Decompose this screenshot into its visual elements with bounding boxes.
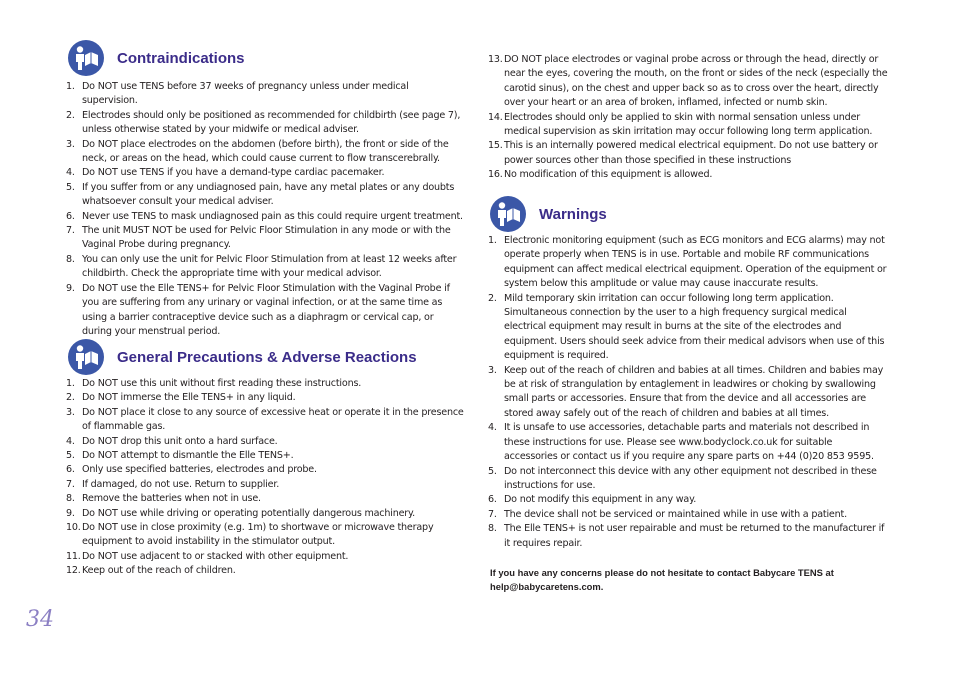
item-text: Do not interconnect this device with any other equipment not described in these instructions for use. [504,465,877,491]
item-text: The device shall not be serviced or maintained while in use with a patient. [504,508,847,520]
item-number: 5. [66,181,75,193]
item-number: 8. [66,253,75,265]
item-text: DO NOT place electrodes or vaginal probe across or through the head, directly or near the eyes, covering the mouth, on the front or sides of the neck (especially the carotid sinus), on the chest and upper back so as to cross over the heart, directly over your heart or an area of broken, inflamed, infected or numb skin. [504,54,888,109]
list-item [66,80,466,109]
item-number: 1. [66,378,75,389]
item-number: 7. [488,508,497,520]
list-item [66,282,466,340]
item-number: 9. [66,507,75,519]
item-text: Do NOT place it close to any source of excessive heat or operate it in the presence of flammable gas. [82,406,464,433]
list-item [66,492,466,506]
consult-instructions-icon [68,40,104,76]
item-text: You can only use the unit for Pelvic Floor Stimulation from at least 12 weeks after childbirth. Check the appropriate time with your medical advisor. [82,253,457,280]
item-number: 12. [66,565,81,577]
list-item [66,138,466,167]
list-item [488,111,888,140]
contact-note: If you have any concerns please do not hesitate to contact Babycare TENS at help@babycaretens.com. [490,567,834,593]
item-number: 4. [488,422,497,434]
item-text: Keep out of the reach of children and babies at all times. Children and babies may be at risk of strangulation by entaglement in leadwires or choking by swallowing small parts or accessories. Ensure that from the device and all accessories are stored away safely out of the reach of children and babies at all times. [504,364,884,419]
item-text: Never use TENS to mask undiagnosed pain as this could require urgent treatment. [82,210,463,222]
list-item [66,109,466,138]
item-text: Do NOT use while driving or operating potentially dangerous machinery. [82,507,416,519]
list-item [488,292,888,364]
list-item [66,449,466,463]
item-text: Electrodes should only be applied to skin with normal sensation unless under medical supervision as skin irritation may occur following long term application. [504,111,873,138]
item-number: 8. [66,493,75,505]
precautions-continued-list [488,53,888,183]
item-number: 7. [66,225,75,237]
item-text: This is an internally powered medical electrical equipment. Do not use battery or power sources other than those specified in these instructions [504,140,878,166]
item-text: Electrodes should only be positioned as recommended for childbirth (see page 7), unless otherwise stated by your midwife or medical adviser. [82,109,461,136]
list-item [488,364,888,422]
item-text: Do NOT use adjacent to or stacked with other equipment. [82,550,349,562]
item-number: 15. [488,140,503,152]
item-number: 8. [488,523,497,535]
list-item [66,166,466,180]
item-number: 3. [66,406,75,418]
precautions-header [68,339,417,375]
list-item [488,508,888,522]
item-text: Do NOT place electrodes on the abdomen (before birth), the front or side of the neck, or areas on the head, which could cause current to flow transcerebrally. [82,138,449,165]
list-item [66,391,466,405]
item-number: 3. [488,364,497,376]
item-text: Do NOT immerse the Elle TENS+ in any liquid. [82,392,296,404]
list-item [66,564,466,578]
item-number: 5. [488,465,497,477]
item-text: Mild temporary skin irritation can occur following long term application. Simultaneous connection by the user to a high frequency surgical medical electrical equipment may result in burns at the site of the electrodes and equipment. Users should seek advice from their medical advisors when use of this equipment is required. [504,292,885,362]
list-item [66,224,466,253]
list-item [66,507,466,521]
item-number: 4. [66,435,75,447]
list-item [488,522,888,551]
item-text: Do NOT use TENS before 37 weeks of pregnancy unless under medical supervision. [82,81,409,107]
item-number: 16. [488,169,503,181]
item-number: 2. [66,392,75,404]
list-item [488,139,888,168]
item-number: 9. [66,282,75,294]
item-text: If you suffer from or any undiagnosed pain, have any metal plates or any doubts whatsoever consult your medical adviser. [82,181,455,208]
item-text: Do not modify this equipment in any way. [504,494,697,506]
precautions-title: General Precautions & Adverse Reactions [117,348,417,366]
list-item [488,234,888,292]
item-text: Do NOT use the Elle TENS+ for Pelvic Floor Stimulation with the Vaginal Probe if you are suffering from any urinary or vaginal infection, or at the same time as using a barrier contraceptive device such as a diaphragm or cervical cap, or during your menstrual period. [82,282,450,337]
list-item [66,181,466,210]
item-number: 2. [488,292,497,304]
item-text: If damaged, do not use. Return to supplier. [82,478,280,490]
item-number: 11. [66,550,81,562]
list-item [488,465,888,494]
item-number: 5. [66,450,75,462]
list-item [488,53,888,111]
item-text: The Elle TENS+ is not user repairable and must be returned to the manufacturer if it requires repair. [504,523,885,549]
list-item [66,521,466,550]
warnings-title: Warnings [539,205,607,223]
item-text: Do NOT attempt to dismantle the Elle TENS+. [82,450,294,462]
item-text: Only use specified batteries, electrodes and probe. [82,464,317,476]
contraindications-header [68,40,245,76]
item-text: Electronic monitoring equipment (such as ECG monitors and ECG alarms) may not operate properly when TENS is in use. Portable and mobile RF communications equipment can affect medical electrical equipment. Operation of the equipment or system below this amplitude or value may cause inaccurate results. [504,235,887,290]
item-number: 13. [488,54,503,65]
list-item [488,421,888,464]
item-text: Do NOT use this unit without first reading these instructions. [82,378,362,389]
item-number: 14. [488,111,503,123]
list-item [66,406,466,435]
list-item [66,550,466,564]
item-number: 3. [66,138,75,150]
item-number: 6. [66,464,75,476]
item-number: 7. [66,478,75,490]
consult-instructions-icon [68,339,104,375]
page-number: 34 [26,607,54,632]
item-number: 10. [66,522,81,534]
consult-instructions-icon [490,196,526,232]
warnings-header [490,196,607,232]
list-item [66,253,466,282]
item-number: 1. [488,235,497,246]
item-text: The unit MUST NOT be used for Pelvic Floor Stimulation in any mode or with the Vaginal Probe during pregnancy. [82,225,451,251]
item-text: It is unsafe to use accessories, detachable parts and materials not described in these instructions for use. Please see www.bodyclock.co.uk for suitable accessories or contact us if you require any spare parts on +44 (0)20 853 9595. [504,422,874,463]
item-text: Remove the batteries when not in use. [82,493,261,505]
list-item [66,478,466,492]
precautions-list [66,377,466,579]
contraindications-list [66,80,466,339]
item-number: 4. [66,167,75,179]
list-item [66,463,466,477]
warnings-list [488,234,888,551]
item-number: 2. [66,109,75,121]
list-item [66,210,466,224]
item-text: Do NOT use in close proximity (e.g. 1m) to shortwave or microwave therapy equipment to avoid instability in the stimulator output. [82,522,434,548]
list-item [488,493,888,507]
item-text: Do NOT use TENS if you have a demand-type cardiac pacemaker. [82,167,385,179]
list-item [66,435,466,449]
item-number: 1. [66,81,75,92]
list-item [488,168,888,182]
item-number: 6. [488,494,497,506]
item-text: Do NOT drop this unit onto a hard surface. [82,435,278,447]
item-number: 6. [66,210,75,222]
list-item [66,377,466,391]
item-text: Keep out of the reach of children. [82,565,236,577]
contraindications-title: Contraindications [117,49,245,67]
item-text: No modification of this equipment is allowed. [504,169,713,181]
